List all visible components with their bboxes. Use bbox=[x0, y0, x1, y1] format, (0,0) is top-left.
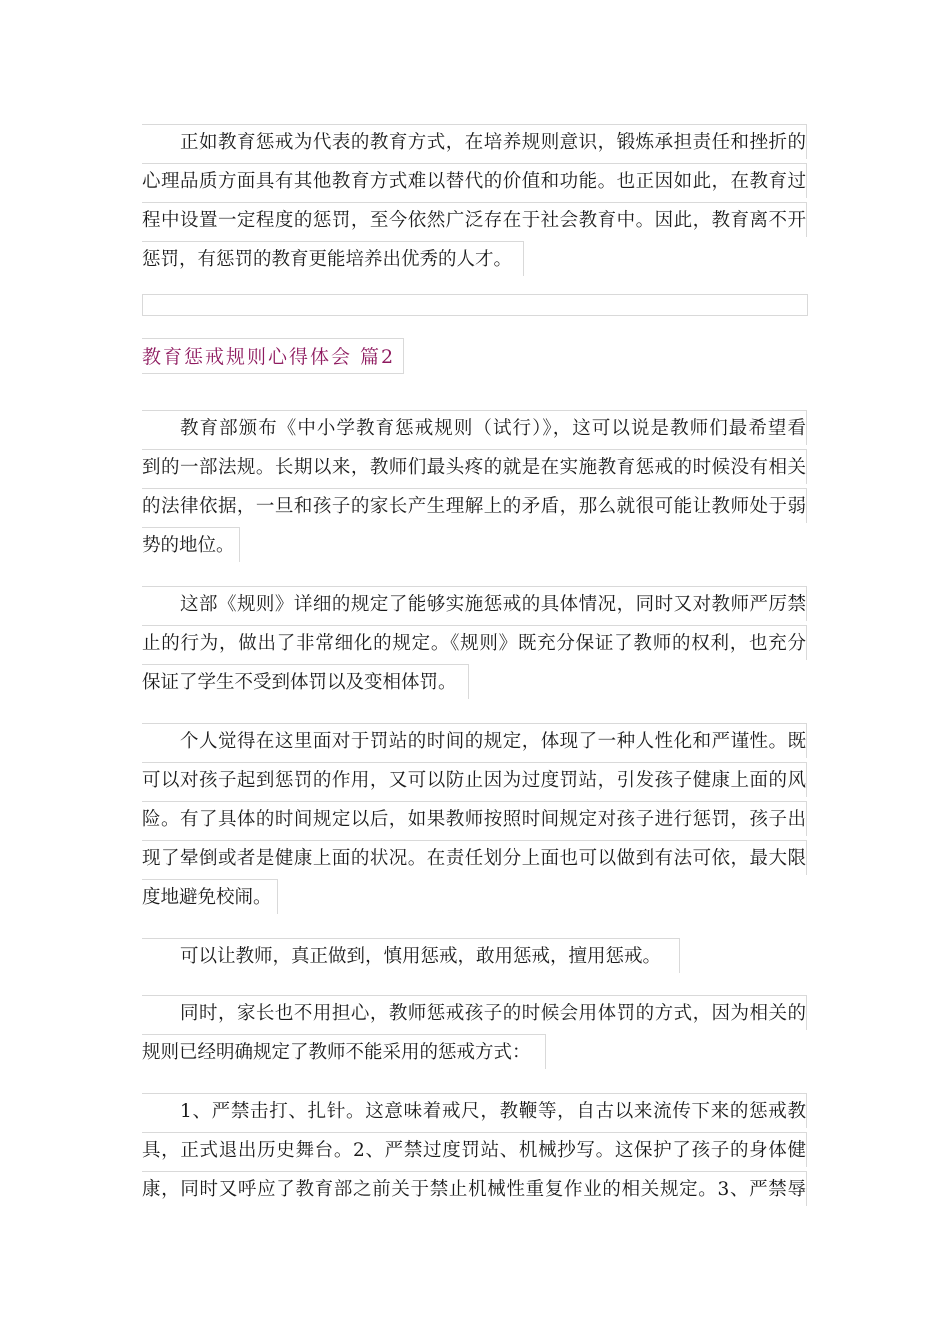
paragraph-line: 正如教育惩戒为代表的教育方式，在培养规则意识，锻炼承担责任和挫折的 bbox=[142, 124, 807, 159]
paragraph-line: 止的行为，做出了非常细化的规定。《规则》既充分保证了教师的权利，也充分 bbox=[142, 625, 807, 660]
paragraph-line: 同时，家长也不用担心，教师惩戒孩子的时候会用体罚的方式，因为相关的 bbox=[142, 995, 807, 1030]
paragraph-line: 可以对孩子起到惩罚的作用，又可以防止因为过度罚站，引发孩子健康上面的风 bbox=[142, 762, 807, 797]
paragraph-line: 康，同时又呼应了教育部之前关于禁止机械性重复作业的相关规定。3、严禁辱 bbox=[142, 1171, 807, 1206]
paragraph-line: 这部《规则》详细的规定了能够实施惩戒的具体情况，同时又对教师严厉禁 bbox=[142, 586, 807, 621]
paragraph-line: 可以让教师，真正做到，慎用惩戒，敢用惩戒，擅用惩戒。 bbox=[142, 938, 680, 973]
paragraph-line: 的法律依据，一旦和孩子的家长产生理解上的矛盾，那么就很可能让教师处于弱 bbox=[142, 488, 807, 523]
paragraph-line: 惩罚，有惩罚的教育更能培养出优秀的人才。 bbox=[142, 241, 524, 276]
paragraph-line: 险。有了具体的时间规定以后，如果教师按照时间规定对孩子进行惩罚，孩子出 bbox=[142, 801, 807, 836]
paragraph-line: 具，正式退出历史舞台。2、严禁过度罚站、机械抄写。这保护了孩子的身体健 bbox=[142, 1132, 807, 1167]
paragraph-line: 到的一部法规。长期以来，教师们最头疼的就是在实施教育惩戒的时候没有相关 bbox=[142, 449, 807, 484]
paragraph-line: 势的地位。 bbox=[142, 527, 240, 562]
paragraph-line: 保证了学生不受到体罚以及变相体罚。 bbox=[142, 664, 469, 699]
section-heading: 教育惩戒规则心得体会 篇2 bbox=[142, 338, 404, 374]
paragraph-line: 现了晕倒或者是健康上面的状况。在责任划分上面也可以做到有法可依，最大限 bbox=[142, 840, 807, 875]
paragraph-line: 度地避免校闹。 bbox=[142, 879, 278, 914]
paragraph-line: 个人觉得在这里面对于罚站的时间的规定，体现了一种人性化和严谨性。既 bbox=[142, 723, 807, 758]
paragraph-line: 程中设置一定程度的惩罚，至今依然广泛存在于社会教育中。因此，教育离不开 bbox=[142, 202, 807, 237]
paragraph-line: 规则已经明确规定了教师不能采用的惩戒方式： bbox=[142, 1034, 546, 1069]
paragraph-line: 1、严禁击打、扎针。这意味着戒尺，教鞭等，自古以来流传下来的惩戒教 bbox=[142, 1093, 807, 1128]
section-divider bbox=[142, 294, 808, 316]
paragraph-line: 教育部颁布《中小学教育惩戒规则（试行）》，这可以说是教师们最希望看 bbox=[142, 410, 807, 445]
paragraph-line: 心理品质方面具有其他教育方式难以替代的价值和功能。也正因如此，在教育过 bbox=[142, 163, 807, 198]
